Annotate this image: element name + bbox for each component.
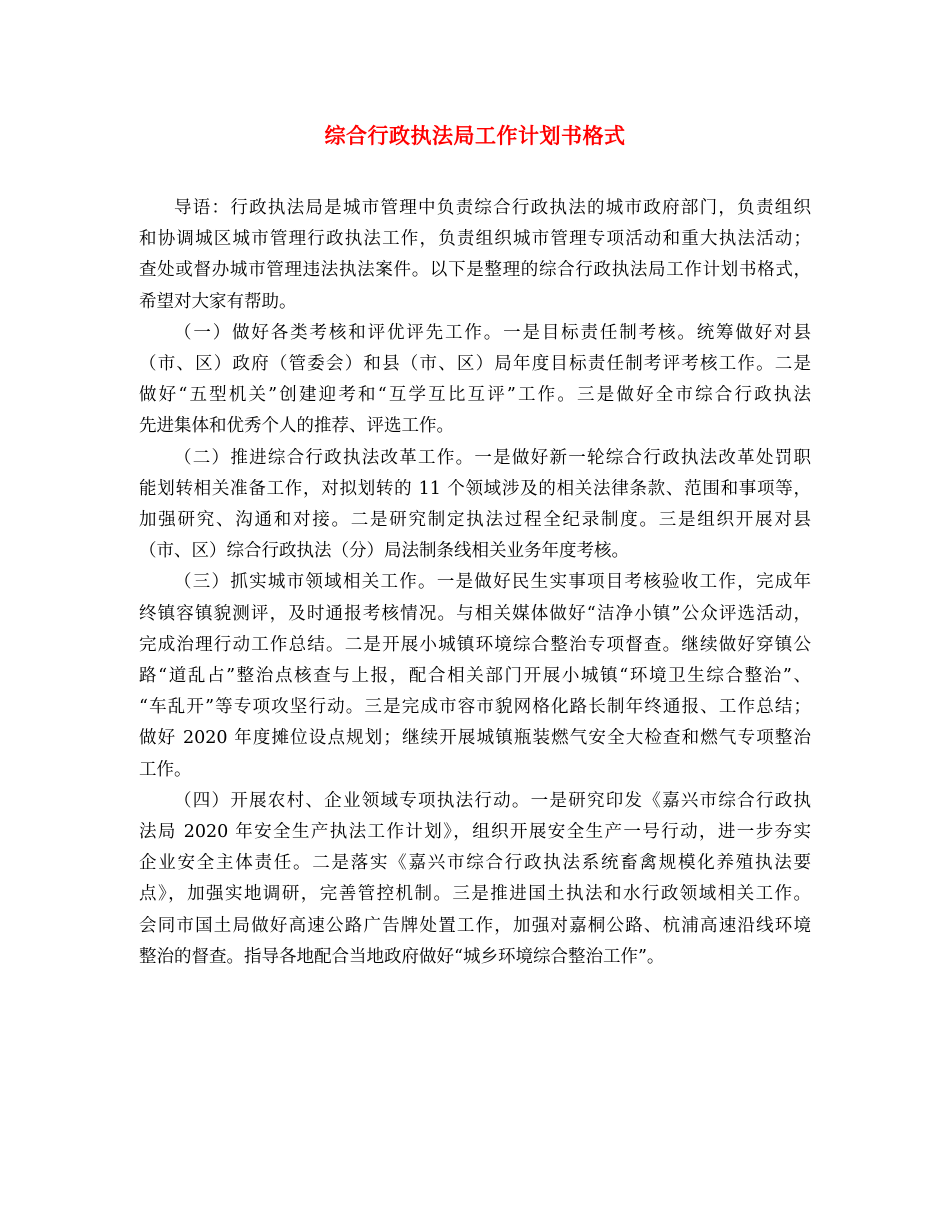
paragraph-line: 做好“五型机关”创建迎考和“互学互比互评”工作。三是做好全市综合行政执法 [139, 385, 811, 406]
paragraph-line: （四）开展农村、企业领域专项执法行动。一是研究印发《嘉兴市综合行政执 [174, 790, 811, 811]
document-title: 综合行政执法局工作计划书格式 [324, 123, 626, 148]
paragraph-line: 查处或督办城市管理违法执法案件。以下是整理的综合行政执法局工作计划书格式， [139, 260, 811, 281]
paragraph [139, 318, 811, 443]
paragraph-line: 做好 2020 年度摊位设点规划；继续开展城镇瓶装燃气安全大检查和燃气专项整治 [139, 728, 811, 749]
paragraph [139, 193, 811, 318]
paragraph-line: （三）抓实城市领域相关工作。一是做好民生实事项目考核验收工作，完成年 [174, 572, 811, 593]
document-body [139, 193, 811, 973]
paragraph-line: 完成治理行动工作总结。二是开展小城镇环境综合整治专项督查。继续做好穿镇公 [139, 634, 811, 655]
paragraph-line: 工作。 [139, 759, 192, 780]
paragraph [139, 786, 811, 973]
paragraph-line: 路“道乱占”整治点核查与上报，配合相关部门开展小城镇“环境卫生综合整治”、 [139, 666, 811, 687]
paragraph-line: 法局 2020 年安全生产执法工作计划》，组织开展安全生产一号行动，进一步夯实 [139, 822, 811, 843]
paragraph-line: 整治的督查。指导各地配合当地政府做好“城乡环境综合整治工作”。 [139, 946, 665, 967]
paragraph-line: 能划转相关准备工作，对拟划转的 11 个领域涉及的相关法律条款、范围和事项等， [139, 478, 811, 499]
paragraph-line: “车乱开”等专项攻坚行动。三是完成市容市貌网格化路长制年终通报、工作总结； [139, 697, 811, 718]
paragraph-line: 希望对大家有帮助。 [139, 291, 297, 312]
paragraph-line: 企业安全主体责任。二是落实《嘉兴市综合行政执法系统畜禽规模化养殖执法要 [139, 853, 811, 874]
paragraph-line: （市、区）综合行政执法（分）局法制条线相关业务年度考核。 [139, 541, 629, 562]
paragraph-line: （一）做好各类考核和评优评先工作。一是目标责任制考核。统筹做好对县 [174, 322, 811, 343]
paragraph-line: 加强研究、沟通和对接。二是研究制定执法过程全纪录制度。三是组织开展对县 [139, 510, 811, 531]
paragraph-line: 和协调城区城市管理行政执法工作，负责组织城市管理专项活动和重大执法活动； [139, 229, 811, 250]
paragraph-line: （市、区）政府（管委会）和县（市、区）局年度目标责任制考评考核工作。二是 [139, 354, 811, 375]
paragraph-line: 先进集体和优秀个人的推荐、评选工作。 [139, 416, 454, 437]
paragraph-line: （二）推进综合行政执法改革工作。一是做好新一轮综合行政执法改革处罚职 [174, 447, 811, 468]
paragraph-line: 导语：行政执法局是城市管理中负责综合行政执法的城市政府部门，负责组织 [174, 198, 811, 218]
paragraph-line: 会同市国土局做好高速公路广告牌处置工作，加强对嘉桐公路、杭浦高速沿线环境 [139, 915, 811, 936]
paragraph [139, 443, 811, 568]
paragraph [139, 567, 811, 785]
paragraph-line: 终镇容镇貌测评，及时通报考核情况。与相关媒体做好“洁净小镇”公众评选活动， [139, 603, 811, 624]
paragraph-line: 点》，加强实地调研，完善管控机制。三是推进国土执法和水行政领域相关工作。 [139, 884, 811, 905]
